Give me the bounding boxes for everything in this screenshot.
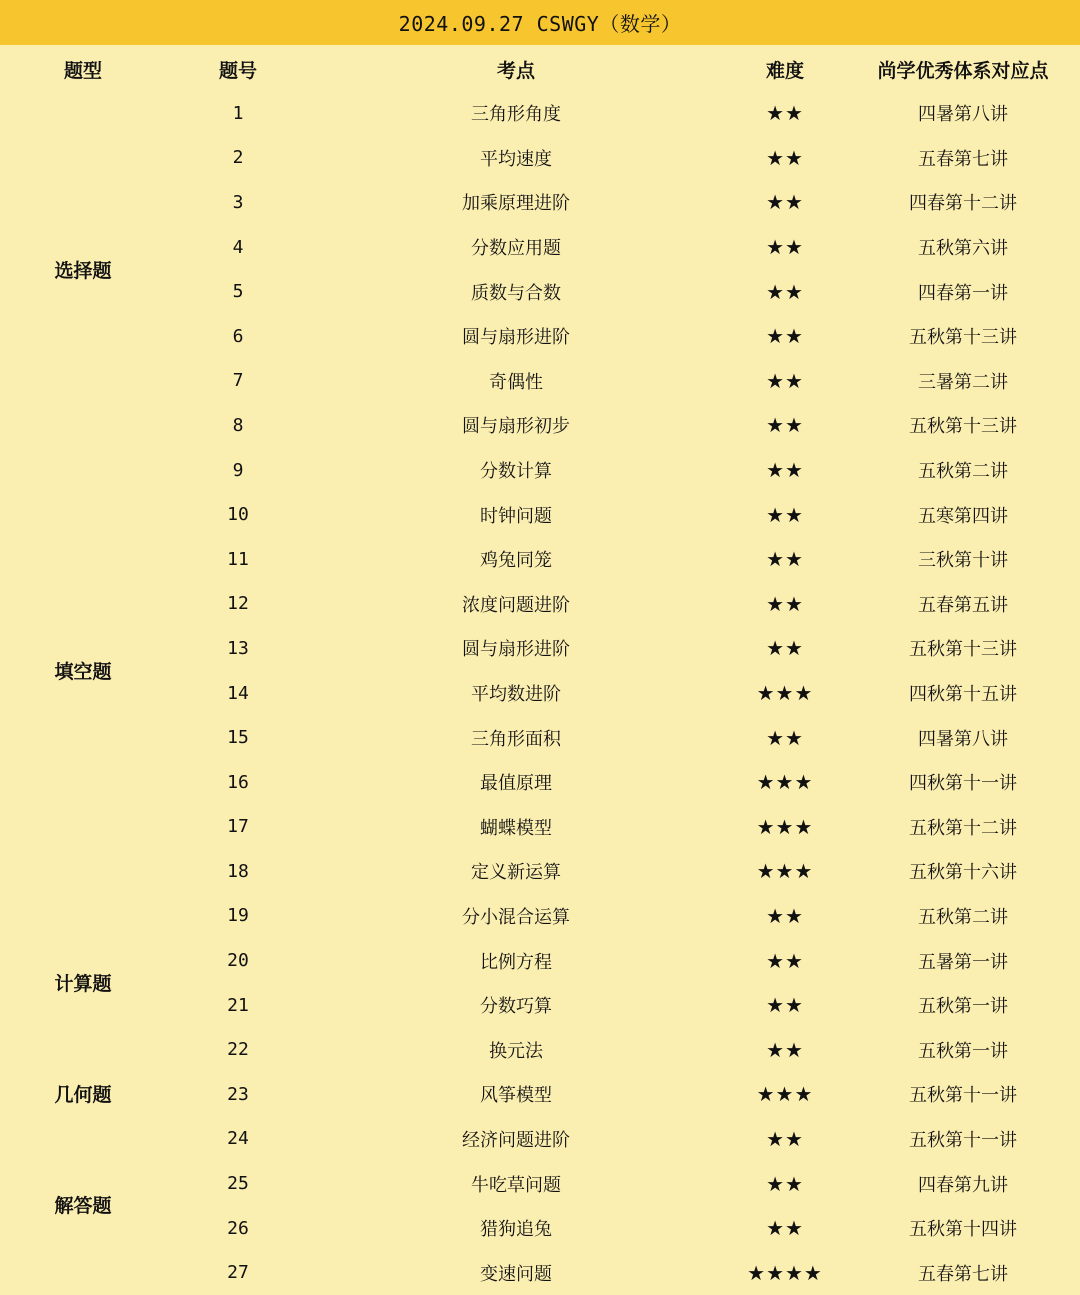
topic: 三角形角度: [471, 104, 561, 126]
topic: 牛吃草问题: [471, 1174, 561, 1196]
topic: 鸡兔同笼: [480, 550, 552, 572]
difficulty-stars: ★★: [766, 1126, 804, 1151]
difficulty-stars: ★★★: [756, 814, 814, 839]
difficulty-stars: ★★: [766, 145, 804, 170]
table-row: [0, 671, 1080, 716]
lecture-mapping: 五秋第十三讲: [909, 416, 1017, 438]
difficulty-stars: ★★★: [756, 1082, 814, 1107]
difficulty-stars: ★★: [766, 547, 804, 572]
question-number: 9: [232, 459, 244, 481]
group-label-fill-blank: 填空题: [54, 660, 112, 683]
table-body: [0, 91, 1080, 1295]
difficulty-stars: ★★: [766, 279, 804, 304]
topic: 变速问题: [480, 1263, 552, 1285]
table-row: [0, 403, 1080, 448]
lecture-mapping: 五秋第十四讲: [909, 1219, 1017, 1241]
topic: 分数应用题: [471, 238, 561, 260]
difficulty-stars: ★★★: [756, 681, 814, 706]
question-number: 18: [227, 860, 249, 882]
question-number: 22: [227, 1039, 249, 1061]
topic: 比例方程: [480, 951, 552, 973]
difficulty-stars: ★★: [766, 413, 804, 438]
header-difficulty: 难度: [765, 59, 804, 82]
table-row: [0, 314, 1080, 359]
group-label-problem-solving: 解答题: [54, 1194, 112, 1217]
table-row: [0, 1206, 1080, 1251]
topic: 分数计算: [480, 461, 552, 483]
topic: 风筝模型: [480, 1085, 552, 1107]
question-number: 17: [227, 816, 249, 838]
question-number: 13: [227, 637, 249, 659]
table-row: [0, 849, 1080, 894]
lecture-mapping: 四春第一讲: [918, 282, 1008, 304]
lecture-mapping: 四春第九讲: [918, 1174, 1008, 1196]
difficulty-stars: ★★: [766, 636, 804, 661]
group-label-calculation: 计算题: [54, 972, 112, 995]
difficulty-stars: ★★: [766, 591, 804, 616]
header-question-type: 题型: [63, 59, 102, 82]
topic: 平均速度: [480, 148, 552, 170]
lecture-mapping: 五秋第二讲: [918, 461, 1008, 483]
lecture-mapping: 五寒第四讲: [918, 505, 1008, 527]
topic: 经济问题进阶: [462, 1129, 570, 1151]
lecture-mapping: 五秋第十三讲: [909, 639, 1017, 661]
table-row: [0, 359, 1080, 404]
lecture-mapping: 五春第七讲: [918, 148, 1008, 170]
topic: 分小混合运算: [462, 906, 570, 928]
table-row: [0, 626, 1080, 671]
topic: 平均数进阶: [471, 684, 561, 706]
table-row: [0, 492, 1080, 537]
group-label-geometry: 几何题: [54, 1083, 112, 1106]
question-number: 26: [227, 1217, 249, 1239]
table-row: [0, 1250, 1080, 1295]
lecture-mapping: 四暑第八讲: [918, 728, 1008, 750]
lecture-mapping: 五秋第一讲: [918, 996, 1008, 1018]
table-row: [0, 1027, 1080, 1072]
difficulty-stars: ★★: [766, 903, 804, 928]
topic: 加乘原理进阶: [462, 193, 570, 215]
lecture-mapping: 五秋第十三讲: [909, 327, 1017, 349]
lecture-mapping: 五春第五讲: [918, 594, 1008, 616]
lecture-mapping: 三暑第二讲: [918, 371, 1008, 393]
lecture-mapping: 五秋第十一讲: [909, 1085, 1017, 1107]
topic: 时钟问题: [480, 505, 552, 527]
lecture-mapping: 四秋第十五讲: [909, 684, 1017, 706]
table-row: [0, 1072, 1080, 1117]
difficulty-stars: ★★: [766, 101, 804, 126]
topic: 奇偶性: [489, 371, 543, 393]
question-number: 4: [232, 236, 244, 258]
table-row: [0, 180, 1080, 225]
table-row: [0, 269, 1080, 314]
lecture-mapping: 三秋第十讲: [918, 550, 1008, 572]
question-number: 20: [227, 950, 249, 972]
table-row: [0, 225, 1080, 270]
header-question-number: 题号: [218, 59, 257, 82]
topic: 圆与扇形进阶: [462, 327, 570, 349]
lecture-mapping: 五秋第一讲: [918, 1040, 1008, 1062]
topic: 浓度问题进阶: [462, 594, 570, 616]
table-row: [0, 894, 1080, 939]
table-row: [0, 537, 1080, 582]
topic: 最值原理: [480, 773, 552, 795]
header-lecture-mapping: 尚学优秀体系对应点: [877, 59, 1049, 82]
question-number: 16: [227, 771, 249, 793]
difficulty-stars: ★★: [766, 190, 804, 215]
topic: 圆与扇形初步: [462, 416, 570, 438]
group-label-choice: 选择题: [54, 259, 112, 282]
topic: 蝴蝶模型: [480, 817, 552, 839]
question-number: 14: [227, 682, 249, 704]
table-row: [0, 760, 1080, 805]
table-row: [0, 983, 1080, 1028]
table-row: [0, 91, 1080, 136]
difficulty-stars: ★★: [766, 368, 804, 393]
question-number: 21: [227, 994, 249, 1016]
question-number: 12: [227, 593, 249, 615]
difficulty-stars: ★★★: [756, 859, 814, 884]
lecture-mapping: 五秋第十二讲: [909, 817, 1017, 839]
question-number: 27: [227, 1262, 249, 1284]
difficulty-stars: ★★★★: [747, 1260, 823, 1285]
table-row: [0, 938, 1080, 983]
difficulty-stars: ★★: [766, 235, 804, 260]
difficulty-stars: ★★: [766, 993, 804, 1018]
difficulty-stars: ★★: [766, 324, 804, 349]
difficulty-stars: ★★: [766, 948, 804, 973]
topic: 质数与合数: [471, 282, 561, 304]
question-number: 5: [232, 281, 244, 303]
table-row: [0, 1117, 1080, 1162]
lecture-mapping: 五暑第一讲: [918, 951, 1008, 973]
table-row: [0, 805, 1080, 850]
question-number: 2: [232, 147, 244, 169]
question-number: 11: [227, 548, 249, 570]
lecture-mapping: 四暑第八讲: [918, 104, 1008, 126]
question-number: 6: [232, 325, 244, 347]
difficulty-stars: ★★: [766, 458, 804, 483]
lecture-mapping: 五秋第十一讲: [909, 1129, 1017, 1151]
question-number: 8: [232, 414, 244, 436]
question-number: 24: [227, 1128, 249, 1150]
question-number: 25: [227, 1173, 249, 1195]
topic: 换元法: [489, 1040, 543, 1062]
lecture-mapping: 五秋第二讲: [918, 906, 1008, 928]
table-row: [0, 582, 1080, 627]
lecture-mapping: 四秋第十一讲: [909, 773, 1017, 795]
difficulty-stars: ★★★: [756, 770, 814, 795]
table-row: [0, 136, 1080, 181]
question-number: 3: [232, 191, 244, 213]
table-row: [0, 448, 1080, 493]
question-number: 19: [227, 905, 249, 927]
difficulty-stars: ★★: [766, 1216, 804, 1241]
table-row: [0, 1161, 1080, 1206]
difficulty-stars: ★★: [766, 725, 804, 750]
lecture-mapping: 五春第七讲: [918, 1263, 1008, 1285]
question-number: 15: [227, 727, 249, 749]
table-header-row: [0, 47, 1080, 91]
question-number: 10: [227, 504, 249, 526]
question-number: 23: [227, 1083, 249, 1105]
difficulty-stars: ★★: [766, 1037, 804, 1062]
question-number: 7: [232, 370, 244, 392]
topic: 猎狗追兔: [480, 1219, 552, 1241]
topic: 分数巧算: [480, 996, 552, 1018]
difficulty-stars: ★★: [766, 502, 804, 527]
table-title: 2024.09.27 CSWGY（数学）: [0, 0, 1080, 45]
question-number: 1: [232, 102, 244, 124]
topic: 三角形面积: [471, 728, 561, 750]
lecture-mapping: 五秋第六讲: [918, 238, 1008, 260]
lecture-mapping: 五秋第十六讲: [909, 862, 1017, 884]
lecture-mapping: 四春第十二讲: [909, 193, 1017, 215]
header-topic: 考点: [496, 59, 535, 82]
table-row: [0, 715, 1080, 760]
difficulty-stars: ★★: [766, 1171, 804, 1196]
topic: 定义新运算: [471, 862, 561, 884]
topic: 圆与扇形进阶: [462, 639, 570, 661]
